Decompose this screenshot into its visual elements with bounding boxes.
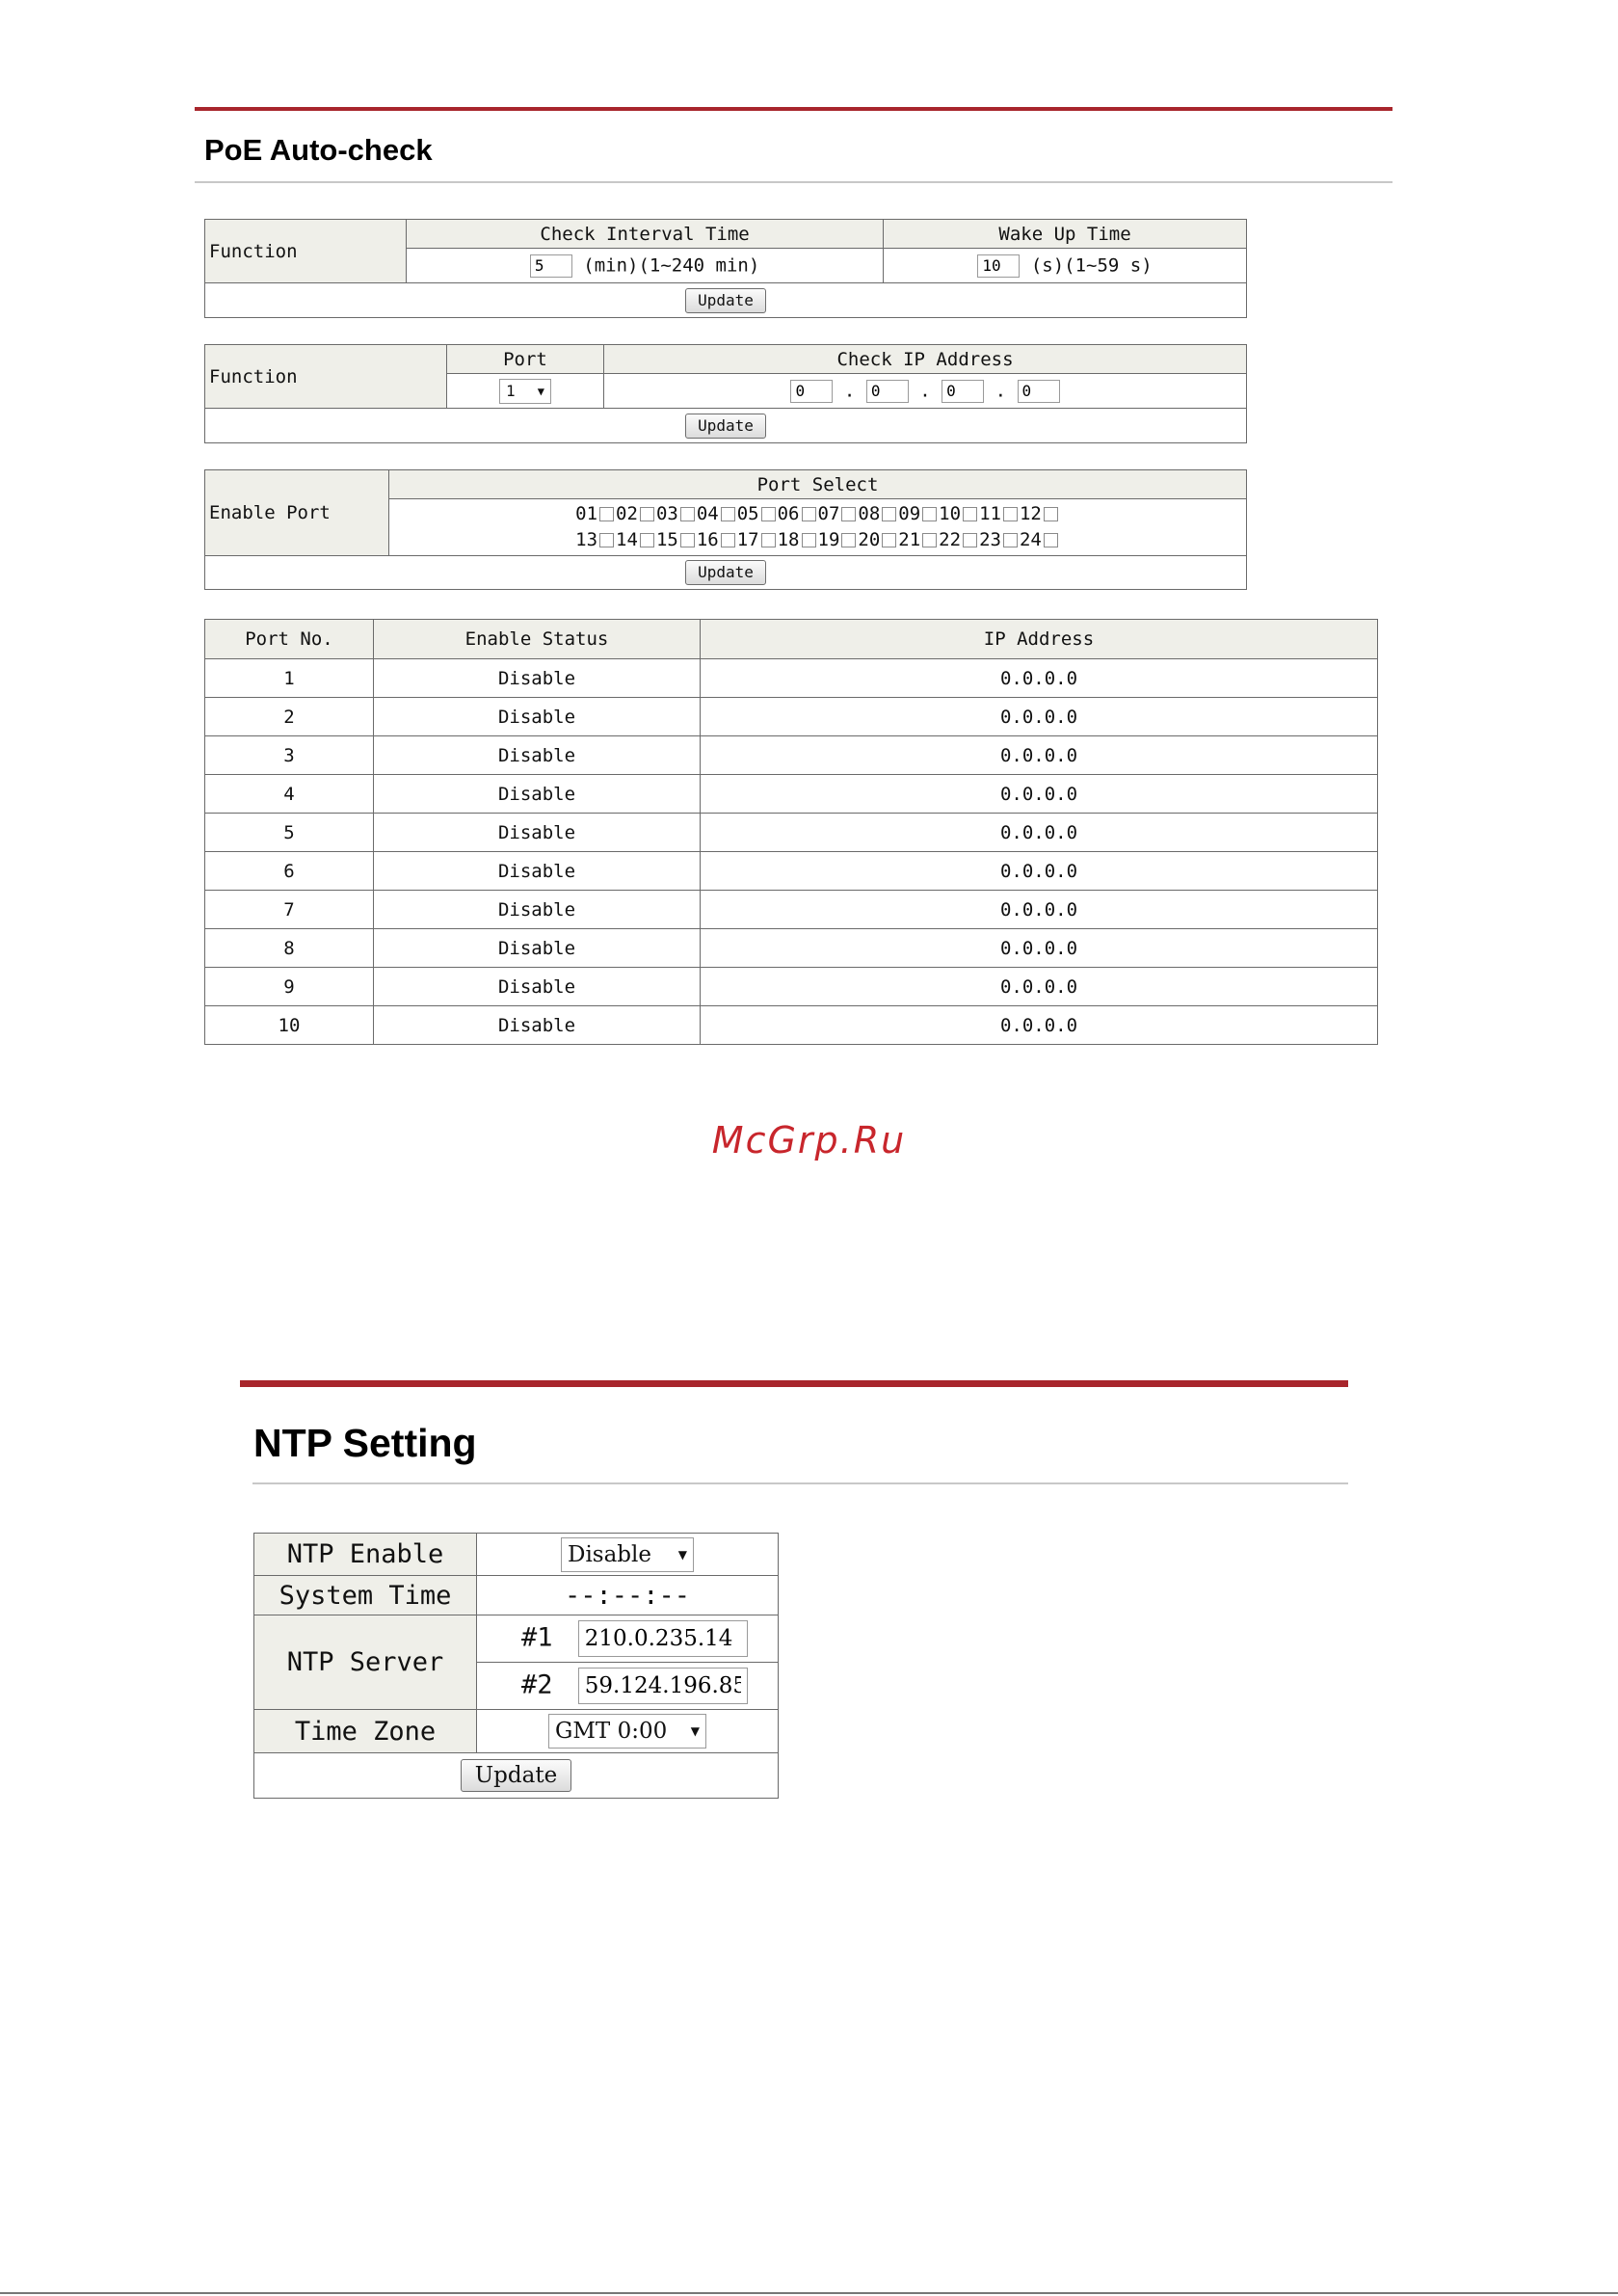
port-checkbox-label: 07 [817, 503, 840, 524]
interval-cell [407, 249, 884, 283]
port-checkbox-label: 03 [655, 503, 678, 524]
port-checkbox-label: 14 [616, 529, 638, 550]
interval-update-cell [205, 283, 1247, 318]
port-select-update-cell [205, 556, 1247, 590]
col-header-port-no: Port No. [205, 620, 374, 659]
port-checkbox[interactable] [922, 533, 937, 547]
port-no-cell: 6 [205, 852, 374, 891]
port-checkbox-label: 10 [939, 503, 962, 524]
port-checkbox-label: 04 [696, 503, 719, 524]
port-no-cell: 10 [205, 1006, 374, 1045]
ntp-update-cell [254, 1753, 779, 1799]
port-checkbox[interactable] [761, 533, 776, 547]
col-header-ip-address: IP Address [701, 620, 1378, 659]
ntp-server-label: NTP Server [254, 1615, 477, 1710]
ntp-title-rule [252, 1482, 1348, 1484]
col-header-enable-status: Enable Status [374, 620, 701, 659]
ip-octet-2[interactable] [866, 380, 909, 403]
ip-address-cell: 0.0.0.0 [701, 968, 1378, 1006]
enable-status-cell: Disable [374, 891, 701, 929]
ntp-server-1-input[interactable] [578, 1620, 748, 1657]
port-checkbox-label: 12 [1019, 503, 1042, 524]
ip-cell [604, 374, 1247, 409]
ip-address-cell: 0.0.0.0 [701, 698, 1378, 736]
ntp-table [253, 1533, 779, 1799]
port-no-cell: 9 [205, 968, 374, 1006]
ip-address-cell: 0.0.0.0 [701, 814, 1378, 852]
table-row [205, 698, 1378, 736]
table-row [205, 775, 1378, 814]
table-row [205, 891, 1378, 929]
port-checkbox-label: 15 [655, 529, 678, 550]
check-ip-update-button[interactable]: Update [685, 414, 766, 439]
time-zone-value: GMT 0:00 [555, 1719, 668, 1744]
enable-status-cell: Disable [374, 814, 701, 852]
ntp-server-1-cell [477, 1615, 779, 1663]
port-checkbox[interactable] [599, 533, 614, 547]
page-bottom-line [0, 2292, 1618, 2294]
enable-status-cell: Disable [374, 775, 701, 814]
port-select[interactable] [499, 379, 551, 404]
port-checkbox[interactable] [882, 507, 896, 521]
ip-address-cell: 0.0.0.0 [701, 929, 1378, 968]
ntp-enable-label: NTP Enable [254, 1534, 477, 1576]
port-checkbox[interactable] [802, 533, 816, 547]
port-checkbox[interactable] [1003, 533, 1018, 547]
ntp-update-button[interactable]: Update [461, 1759, 571, 1792]
enable-status-cell: Disable [374, 852, 701, 891]
check-interval-header: Check Interval Time [407, 220, 884, 249]
table-row [205, 736, 1378, 775]
port-no-cell: 8 [205, 929, 374, 968]
port-checkbox-label: 17 [736, 529, 759, 550]
port-no-cell: 4 [205, 775, 374, 814]
port-checkbox[interactable] [761, 507, 776, 521]
port-select-table [204, 469, 1247, 590]
wake-cell [884, 249, 1247, 283]
enable-status-cell: Disable [374, 1006, 701, 1045]
port-checkbox-label: 23 [979, 529, 1001, 550]
wake-unit: (s)(1~59 s) [1030, 254, 1153, 276]
port-checkbox[interactable] [963, 507, 977, 521]
enable-status-cell: Disable [374, 659, 701, 698]
port-checkbox-label: 16 [696, 529, 719, 550]
port-select-value: 1 [506, 382, 516, 400]
port-row-1 [389, 501, 1246, 527]
chevron-down-icon: ▼ [677, 1547, 687, 1562]
time-zone-cell [477, 1710, 779, 1753]
port-checkbox[interactable] [721, 507, 735, 521]
port-cell [447, 374, 604, 409]
port-checkbox[interactable] [1003, 507, 1018, 521]
system-time-value: --:--:-- [477, 1576, 779, 1615]
port-checkbox-label: 05 [736, 503, 759, 524]
ip-dot: . [995, 380, 1007, 401]
table-row [205, 814, 1378, 852]
port-checkbox[interactable] [599, 507, 614, 521]
port-checkbox[interactable] [1044, 507, 1058, 521]
port-checkbox-label: 24 [1019, 529, 1042, 550]
table-row [205, 968, 1378, 1006]
port-checkbox-label: 21 [898, 529, 921, 550]
port-checkbox-label: 01 [575, 503, 598, 524]
check-ip-header: Check IP Address [604, 345, 1247, 374]
port-checkbox[interactable] [640, 533, 654, 547]
table-row [205, 852, 1378, 891]
chevron-down-icon: ▼ [690, 1724, 700, 1738]
port-checkbox-label: 13 [575, 529, 598, 550]
port-checkbox[interactable] [680, 507, 695, 521]
port-no-cell: 7 [205, 891, 374, 929]
port-checkbox-label: 11 [979, 503, 1001, 524]
time-zone-label: Time Zone [254, 1710, 477, 1753]
function-label-2: Function [205, 345, 447, 409]
port-checkbox[interactable] [802, 507, 816, 521]
port-checkbox[interactable] [841, 533, 856, 547]
ip-address-cell: 0.0.0.0 [701, 659, 1378, 698]
port-checkbox[interactable] [680, 533, 695, 547]
port-checkbox-label: 18 [777, 529, 800, 550]
ip-address-cell: 0.0.0.0 [701, 775, 1378, 814]
poe-title-rule [195, 181, 1393, 183]
interval-table [204, 219, 1247, 318]
interval-update-button[interactable]: Update [685, 288, 766, 313]
enable-status-cell: Disable [374, 698, 701, 736]
port-row-2 [389, 527, 1246, 553]
ntp-server-2-cell [477, 1663, 779, 1710]
table-row [205, 929, 1378, 968]
interval-unit: (min)(1~240 min) [583, 254, 760, 276]
table-row [205, 659, 1378, 698]
chevron-down-icon: ▼ [537, 384, 544, 398]
port-checkbox-label: 02 [616, 503, 638, 524]
ntp-title: NTP Setting [253, 1421, 477, 1465]
port-checkbox-label: 09 [898, 503, 921, 524]
poe-top-bar [195, 107, 1393, 111]
table-row [205, 1006, 1378, 1045]
check-ip-update-cell [205, 409, 1247, 443]
port-status-body [205, 659, 1378, 1045]
ip-dot: . [843, 380, 856, 401]
wake-up-header: Wake Up Time [884, 220, 1247, 249]
ntp-server-1-tag: #1 [521, 1622, 553, 1653]
wake-input[interactable] [977, 254, 1020, 278]
system-time-label: System Time [254, 1576, 477, 1615]
ip-octet-1[interactable] [790, 380, 833, 403]
check-ip-table [204, 344, 1247, 443]
ntp-enable-cell [477, 1534, 779, 1576]
ntp-enable-value: Disable [568, 1541, 652, 1567]
port-checkbox[interactable] [841, 507, 856, 521]
ntp-server-2-tag: #2 [521, 1669, 553, 1700]
port-checkbox-cell [389, 499, 1247, 556]
ip-address-cell: 0.0.0.0 [701, 852, 1378, 891]
port-checkbox-label: 22 [939, 529, 962, 550]
port-select-update-button[interactable]: Update [685, 560, 766, 585]
ip-address-cell: 0.0.0.0 [701, 736, 1378, 775]
port-checkbox-label: 20 [858, 529, 881, 550]
ip-dot: . [919, 380, 931, 401]
port-select-header: Port Select [389, 470, 1247, 499]
port-no-cell: 1 [205, 659, 374, 698]
ip-address-cell: 0.0.0.0 [701, 1006, 1378, 1045]
enable-status-cell: Disable [374, 968, 701, 1006]
ntp-top-bar [240, 1380, 1348, 1387]
interval-input[interactable] [530, 254, 572, 278]
poe-title: PoE Auto-check [204, 133, 433, 167]
port-checkbox-label: 08 [858, 503, 881, 524]
enable-port-label: Enable Port [205, 470, 389, 556]
enable-status-cell: Disable [374, 736, 701, 775]
ip-address-cell: 0.0.0.0 [701, 891, 1378, 929]
watermark: McGrp.Ru [711, 1119, 907, 1161]
port-header: Port [447, 345, 604, 374]
ntp-enable-select[interactable] [561, 1537, 694, 1572]
port-no-cell: 3 [205, 736, 374, 775]
ip-octet-4[interactable] [1018, 380, 1060, 403]
port-checkbox[interactable] [721, 533, 735, 547]
port-checkbox[interactable] [1044, 533, 1058, 547]
port-checkbox[interactable] [922, 507, 937, 521]
port-no-cell: 2 [205, 698, 374, 736]
ntp-server-2-input[interactable] [578, 1668, 748, 1704]
port-checkbox[interactable] [640, 507, 654, 521]
time-zone-select[interactable] [548, 1714, 706, 1749]
port-checkbox[interactable] [963, 533, 977, 547]
function-label: Function [205, 220, 407, 283]
port-status-table [204, 619, 1378, 1045]
ip-octet-3[interactable] [942, 380, 984, 403]
port-checkbox-label: 19 [817, 529, 840, 550]
port-checkbox[interactable] [882, 533, 896, 547]
enable-status-cell: Disable [374, 929, 701, 968]
port-checkbox-label: 06 [777, 503, 800, 524]
port-no-cell: 5 [205, 814, 374, 852]
